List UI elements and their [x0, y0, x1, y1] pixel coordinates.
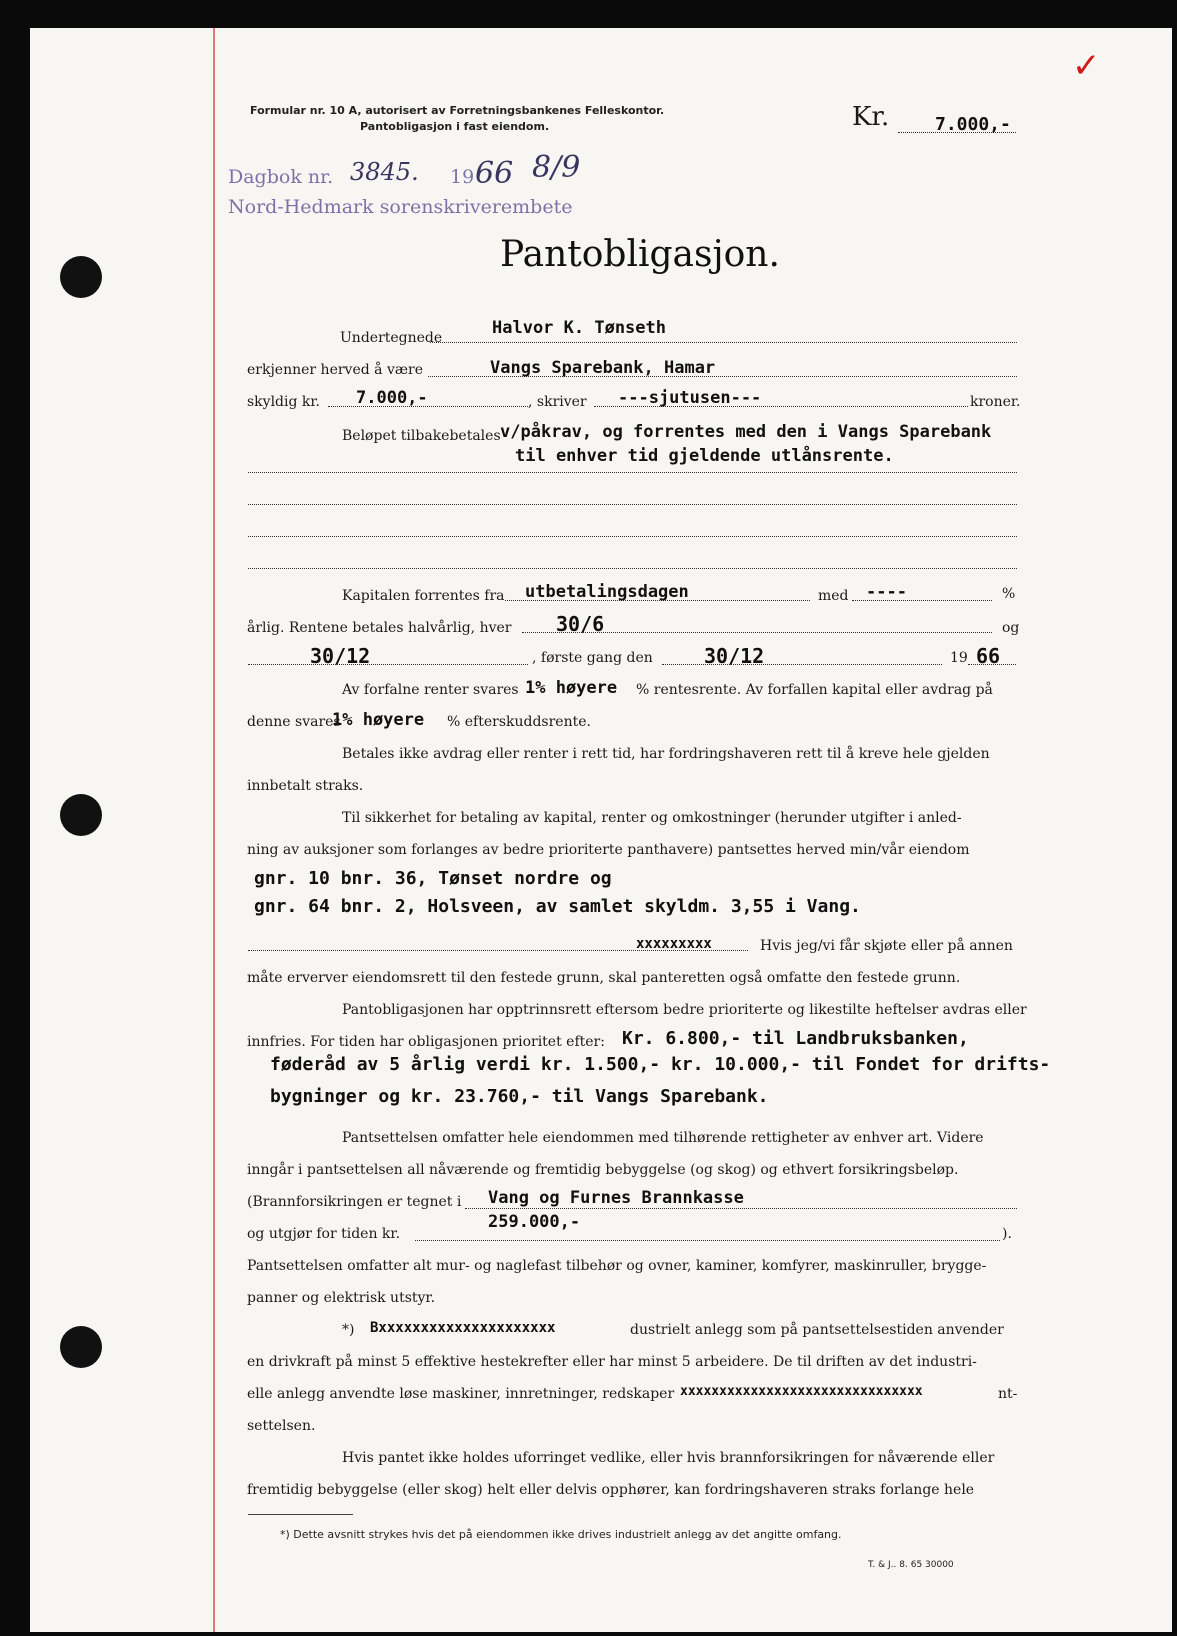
- footnote: *) Dette avsnitt strykes hvis det på eiendommen ikke drives industrielt anlegg av det angitte omfang.: [280, 1528, 842, 1541]
- p1-text-b: % rentesrente. Av forfallen kapital eller avdrag på: [636, 682, 993, 698]
- undertegnede-label: Undertegnede: [340, 330, 443, 346]
- form-header-line2: Pantobligasjon i fast eiendom.: [360, 120, 550, 133]
- skyldig-value: 7.000,-: [356, 388, 428, 408]
- p1-value-c: 1% høyere: [332, 710, 425, 730]
- p8-line4: settelsen.: [247, 1418, 316, 1434]
- arlig-value: 30/6: [556, 612, 605, 636]
- p8-struck-2: xxxxxxxxxxxxxxxxxxxxxxxxxxxxxxx: [680, 1384, 923, 1399]
- erkjenner-label: erkjenner herved å være: [247, 362, 423, 378]
- p6-line4: og utgjør for tiden kr.: [247, 1226, 401, 1242]
- belopet-value-line2: til enhver tid gjeldende utlånsrente.: [515, 446, 894, 466]
- form-header-line1: Formular nr. 10 A, autorisert av Forretningsbankenes Felleskontor.: [250, 104, 665, 117]
- priority-line1: Kr. 6.800,- til Landbruksbanken,: [622, 1028, 969, 1049]
- kapitalen-value: utbetalingsdagen: [525, 582, 689, 602]
- footnote-rule: [248, 1514, 353, 1515]
- p6-close: ).: [1002, 1226, 1012, 1242]
- dagbok-number: 3845.: [350, 158, 419, 186]
- p2-line1: Betales ikke avdrag eller renter i rett tid, har fordringshaveren rett til å kreve hele gjelden: [342, 746, 990, 762]
- p5-line2: innfries. For tiden har obligasjonen prioritet efter:: [247, 1034, 605, 1050]
- dagbok-year: 66: [475, 156, 514, 191]
- p1-text-d: % efterskuddsrente.: [447, 714, 591, 730]
- erkjenner-value: Vangs Sparebank, Hamar: [490, 358, 716, 378]
- dagbok-year-prefix: 19: [450, 166, 475, 188]
- punch-hole: [60, 1326, 102, 1368]
- p6-line1: Pantsettelsen omfatter hele eiendommen med tilhørende rettigheter av enhver art. Videre: [342, 1130, 984, 1146]
- p6-line3: (Brannforsikringen er tegnet i: [247, 1194, 462, 1210]
- med-value: ----: [866, 582, 907, 602]
- utgjor-value: 259.000,-: [488, 1212, 581, 1232]
- punch-hole: [60, 794, 102, 836]
- p7-line2: panner og elektrisk utstyr.: [247, 1290, 436, 1306]
- dagbok-label: Dagbok nr.: [228, 166, 334, 188]
- p8-line2: en drivkraft på minst 5 effektive hestekrefter eller har minst 5 arbeidere. De til driften av det industri-: [247, 1354, 977, 1370]
- arlig-label: årlig. Rentene betales halvårlig, hver: [247, 620, 512, 636]
- forste-value: 30/12: [704, 644, 765, 668]
- kroner-label: kroner.: [970, 394, 1021, 410]
- p8-line1: dustrielt anlegg som på pantsettelsestiden anvender: [630, 1322, 1004, 1338]
- priority-line2: føderåd av 5 årlig verdi kr. 1.500,- kr. 10.000,- til Fondet for drifts-: [270, 1054, 1051, 1075]
- dagbok-date: 8/9: [532, 150, 581, 185]
- festet-grunn-struck: xxxxxxxxx: [636, 936, 712, 952]
- year-value: 66: [976, 644, 1001, 668]
- p9-line2: fremtidig bebyggelse (eller skog) helt eller delvis opphører, kan fordringshaveren straks forlange hele: [247, 1482, 975, 1498]
- p6-line2: inngår i pantsettelsen all nåværende og fremtidig bebyggelse (og skog) og ethvert forsikringsbeløp.: [247, 1162, 959, 1178]
- skriver-value: ---sjutusen---: [618, 388, 762, 408]
- brannkasse-value: Vang og Furnes Brannkasse: [488, 1188, 744, 1208]
- year-prefix: 19: [950, 650, 968, 666]
- priority-line3: bygninger og kr. 23.760,- til Vangs Sparebank.: [270, 1086, 769, 1107]
- forste-label: , første gang den: [532, 650, 653, 666]
- property-line1: gnr. 10 bnr. 36, Tønset nordre og: [254, 868, 612, 889]
- check-mark-icon: ✓: [1072, 46, 1101, 86]
- document-title: Pantobligasjon.: [500, 234, 780, 275]
- p1-text-c: denne svares: [247, 714, 341, 730]
- undertegnede-value: Halvor K. Tønseth: [492, 318, 666, 338]
- skriver-label: , skriver: [528, 394, 587, 410]
- red-margin-line: [213, 28, 215, 1632]
- property-line2: gnr. 64 bnr. 2, Holsveen, av samlet skyldm. 3,55 i Vang.: [254, 896, 861, 917]
- p4-line1: Hvis jeg/vi får skjøte eller på annen: [760, 938, 1013, 954]
- med-label: med: [818, 588, 849, 604]
- belopet-value-line1: v/påkrav, og forrentes med den i Vangs Sparebank: [500, 422, 992, 442]
- percent-sign: %: [1002, 586, 1016, 602]
- belopet-label: Beløpet tilbakebetales: [342, 428, 501, 444]
- p3-line2: ning av auksjoner som forlanges av bedre prioriterte panthavere) pantsettes herved min/vår eiendom: [247, 842, 970, 858]
- p8-struck-1: Bxxxxxxxxxxxxxxxxxxxxx: [370, 1320, 556, 1336]
- og-label: og: [1002, 620, 1020, 636]
- printer-mark: T. & J.. 8. 65 30000: [868, 1560, 954, 1570]
- p1-text-a: Av forfalne renter svares: [342, 682, 519, 698]
- punch-hole: [60, 256, 102, 298]
- p7-line1: Pantsettelsen omfatter alt mur- og naglefast tilbehør og ovner, kaminer, komfyrer, maskinruller, brygge-: [247, 1258, 987, 1274]
- kr-amount: 7.000,-: [935, 114, 1011, 135]
- p4-line2: måte erverver eiendomsrett til den festede grunn, skal panteretten også omfatte den festede grunn.: [247, 970, 961, 986]
- p8-star: *): [342, 1322, 355, 1338]
- skyldig-label: skyldig kr.: [247, 394, 320, 410]
- kr-label: Kr.: [852, 102, 890, 132]
- office-stamp: Nord-Hedmark sorenskriverembete: [228, 196, 573, 218]
- p9-line1: Hvis pantet ikke holdes uforringet vedlike, eller hvis brannforsikringen for nåværende eller: [342, 1450, 995, 1466]
- p1-value-a: 1% høyere: [525, 678, 618, 698]
- p8-line3-end: nt-: [998, 1386, 1018, 1402]
- second-date-value: 30/12: [310, 644, 371, 668]
- kapitalen-label: Kapitalen forrentes fra: [342, 588, 505, 604]
- p5-line1: Pantobligasjonen har opptrinnsrett eftersom bedre prioriterte og likestilte heftelser avdras eller: [342, 1002, 1027, 1018]
- p3-line1: Til sikkerhet for betaling av kapital, renter og omkostninger (herunder utgifter i anled-: [342, 810, 962, 826]
- p8-line3: elle anlegg anvendte løse maskiner, innretninger, redskaper: [247, 1386, 675, 1402]
- p2-line2: innbetalt straks.: [247, 778, 364, 794]
